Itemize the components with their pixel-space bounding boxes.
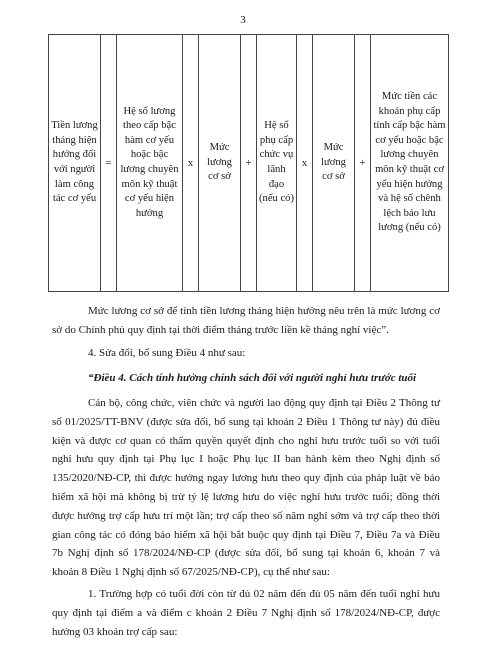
formula-cell-allowance-amount: Mức tiền các khoản phụ cấp tính cấp bậc hàm cơ yếu hoặc bậc lương chuyên môn kỹ thuật cơ yếu hiện hưởng và hệ số chênh lệch bảo lưu lương (nếu có) [371, 35, 449, 292]
salary-formula-table [48, 34, 449, 292]
page-number: 3 [240, 14, 246, 26]
paragraph-early-retirement-policy: Cán bộ, công chức, viên chức và người lao động quy định tại Điều 2 Thông tư số 01/2025/TT-BNV (được sửa đổi, bổ sung tại khoản 2 Điều 1 Thông tư này) đủ điều kiện và được cơ quan có thẩm quyền quyết định cho nghỉ hưu trước tuổi so với tuổi nghỉ hưu quy định tại Phụ lục I hoặc Phụ lục II ban hành kèm theo Nghị định số 135/2020/NĐ-CP, thì được hưởng ngay lương hưu theo quy định của pháp luật về bảo hiểm xã hội mà không bị trừ tỷ lệ lương hưu do việc nghỉ hưu trước tuổi; đồng thời được hưởng trợ cấp hưu trí một lần; trợ cấp theo số năm nghỉ sớm và trợ cấp theo thời gian công tác có đóng bảo hiểm xã hội bắt buộc quy định tại Điều 7, Điều 7a và Điều 7b Nghị định số 178/2024/NĐ-CP (được sửa đổi, bổ sung tại khoản 6, khoản 7 và khoản 8 Điều 1 Nghị định số 67/2025/NĐ-CP), cụ thể như sau: [52, 397, 440, 579]
formula-cell-base-salary: Mức lương cơ sở [313, 35, 355, 292]
formula-plus-sign: + [355, 35, 371, 292]
article-4-title: “Điều 4. Cách tính hưởng chính sách đối với người nghỉ hưu trước tuổi [88, 372, 417, 384]
paragraph-base-salary-note: Mức lương cơ sở để tính tiền lương tháng hiện hưởng nêu trên là mức lương cơ sở do Chính phủ quy định tại thời điểm tháng trước liền kề tháng nghỉ việc”. [52, 305, 440, 336]
formula-equals-sign: = [101, 35, 117, 292]
formula-cell-monthly-salary: Tiền lương tháng hiện hưởng đối với người làm công tác cơ yếu [49, 35, 101, 292]
paragraph-case-1: 1. Trường hợp có tuổi đời còn từ đủ 02 năm đến đủ 05 năm đến tuổi nghỉ hưu quy định tại điểm a và điểm c khoản 2 Điều 7 Nghị định số 178/2024/NĐ-CP, được hưởng 03 khoản trợ cấp sau: [52, 588, 440, 638]
paragraph-amendment-heading: 4. Sửa đổi, bổ sung Điều 4 như sau: [88, 347, 246, 359]
formula-multiply-sign: x [183, 35, 199, 292]
formula-cell-salary-coefficient: Hệ số lương theo cấp bậc hàm cơ yếu hoặc bậc lương chuyên môn kỹ thuật cơ yếu hiện hưởng [117, 35, 183, 292]
formula-multiply-sign: x [297, 35, 313, 292]
formula-plus-sign: + [241, 35, 257, 292]
formula-cell-leadership-allowance: Hệ số phụ cấp chức vụ lãnh đạo (nếu có) [257, 35, 297, 292]
formula-cell-base-salary: Mức lương cơ sở [199, 35, 241, 292]
